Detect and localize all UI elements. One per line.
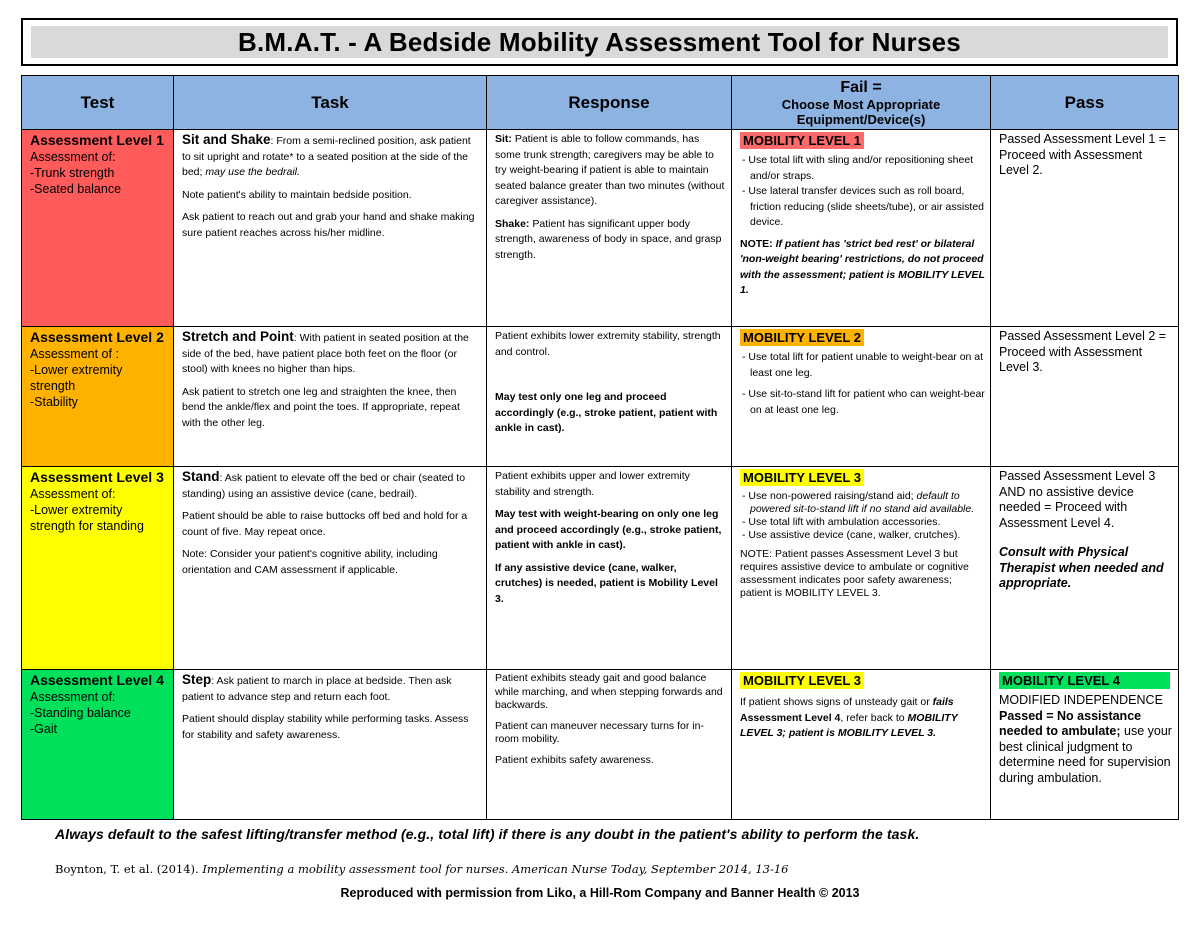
mobility-level-badge: MOBILITY LEVEL 3 xyxy=(740,672,864,689)
fail-list xyxy=(740,490,985,542)
pass-consult: Consult with Physical Therapist when needed and appropriate. xyxy=(999,545,1164,590)
level-label: Assessment Level 3 xyxy=(30,469,164,485)
response-bold: If any assistive device (cane, walker, crutches) is needed, patient is Mobility Level 3. xyxy=(495,561,718,605)
fail-item-italic: default to powered sit-to-stand lift if no stand aid available. xyxy=(750,490,975,515)
fail-text: Assessment Level 4 xyxy=(740,711,841,724)
mobility-level-badge: MOBILITY LEVEL 1 xyxy=(740,132,864,149)
fail-list xyxy=(740,153,985,231)
response-text: Patient exhibits steady gait and good balance while marching, and when stepping forwards and backwards. xyxy=(495,672,723,711)
page-title: B.M.A.T. - A Bedside Mobility Assessment Tool for Nurses xyxy=(238,26,961,57)
test-cell xyxy=(22,670,174,820)
response-cell xyxy=(487,670,732,820)
title-banner xyxy=(31,26,1168,58)
task-heading: Step xyxy=(182,672,212,687)
task-heading: Stretch and Point xyxy=(182,329,294,344)
assessment-of-label: Assessment of: xyxy=(30,690,116,704)
citation-title: Implementing a mobility assessment tool for nurses. American Nurse Today, September 2014, 13-16 xyxy=(202,862,789,876)
header-pass: Pass xyxy=(991,76,1179,130)
level-label: Assessment Level 1 xyxy=(30,132,164,148)
mobility-level-badge: MOBILITY LEVEL 2 xyxy=(740,329,864,346)
table-row xyxy=(22,670,1179,820)
header-test: Test xyxy=(22,76,174,130)
header-row xyxy=(22,76,1179,130)
safety-footnote: Always default to the safest lifting/transfer method (e.g., total lift) if there is any doubt in the patient's ability to perform the task. xyxy=(55,826,920,842)
task-paragraph: Ask patient to stretch one leg and straighten the knee, then bend the ankle/flex and point the toes. If appropriate, repeat with the other leg. xyxy=(182,385,460,429)
fail-text: , refer back to xyxy=(840,711,908,724)
fail-text: fails xyxy=(932,696,954,708)
pass-cell xyxy=(991,130,1179,327)
pass-modified: MODIFIED INDEPENDENCE xyxy=(999,693,1163,707)
response-text: Patient exhibits lower extremity stability, strength and control. xyxy=(495,330,721,358)
assessment-item: -Stability xyxy=(30,395,78,409)
fail-text: If patient shows signs of unsteady gait or xyxy=(740,696,933,708)
fail-item xyxy=(740,490,985,516)
assessment-item: -Standing balance xyxy=(30,706,131,720)
task-paragraph: Ask patient to reach out and grab your hand and shake making sure patient reaches across his/her midline. xyxy=(182,211,475,239)
response-text: Patient exhibits upper and lower extremity stability and strength. xyxy=(495,470,690,498)
task-paragraph: Note patient's ability to maintain bedside position. xyxy=(182,188,412,201)
task-cell xyxy=(174,467,487,670)
task-cell xyxy=(174,327,487,467)
assessment-item: -Gait xyxy=(30,722,58,736)
fail-cell xyxy=(732,467,991,670)
fail-cell xyxy=(732,130,991,327)
note-label: NOTE: xyxy=(740,237,773,250)
reproduced-notice: Reproduced with permission from Liko, a Hill-Rom Company and Banner Health © 2013 xyxy=(340,886,860,900)
task-cell xyxy=(174,670,487,820)
task-heading: Stand xyxy=(182,469,220,484)
pass-cell xyxy=(991,467,1179,670)
pass-text: Passed Assessment Level 1 = Proceed with Assessment Level 2. xyxy=(999,132,1167,177)
task-text-italic: may use the bedrail. xyxy=(205,166,300,178)
response-lead: Sit: xyxy=(495,133,512,145)
table-row xyxy=(22,467,1179,670)
title-box xyxy=(21,18,1178,66)
level-label: Assessment Level 2 xyxy=(30,329,164,345)
note-text: If patient has 'strict bed rest' or bilateral 'non-weight bearing' restrictions, do not proceed with the assessment; patient is MOBILITY LEVEL 1. xyxy=(740,237,985,296)
task-paragraph: Patient should be able to raise buttocks off bed and hold for a count of five. May repeat once. xyxy=(182,510,468,538)
response-text: Patient can maneuver necessary turns for in-room mobility. xyxy=(495,719,704,745)
task-text: : With patient in seated position at the side of the bed, have patient place both feet on the floor (or stool) with knees no higher than hips. xyxy=(182,332,469,375)
response-cell xyxy=(487,327,732,467)
task-text: : Ask patient to march in place at bedside. Then ask patient to advance step and return each foot. xyxy=(182,675,452,703)
fail-item: - Use total lift for patient unable to weight-bear on at least one leg. xyxy=(742,351,984,379)
level-label: Assessment Level 4 xyxy=(30,672,164,688)
pass-bold: Passed = No assistance needed to ambulate; xyxy=(999,708,1142,738)
task-paragraph: Note: Consider your patient's cognitive ability, including orientation and CAM assessment if applicable. xyxy=(182,548,438,576)
task-cell xyxy=(174,130,487,327)
header-fail-subtitle: Choose Most Appropriate Equipment/Device(s) xyxy=(781,96,941,127)
response-text: Patient is able to follow commands, has some trunk strength; caregivers may be able to try weight-bearing if patient is able to maintain seated balance greater than two minutes (without caregiver assistance). xyxy=(495,133,725,207)
task-heading: Sit and Shake xyxy=(182,132,271,147)
response-bold: May test with weight-bearing on only one leg and proceed accordingly (e.g., stroke patient, patient with ankle in cast). xyxy=(495,508,722,551)
response-lead: Shake: xyxy=(495,217,530,230)
fail-text: MOBILITY LEVEL 3; patient is MOBILITY LEVEL 3. xyxy=(740,711,958,739)
assessment-of-label: Assessment of : xyxy=(30,347,119,361)
citation-authors: Boynton, T. et al. (2014). xyxy=(55,862,203,876)
fail-item: - Use lateral transfer devices such as roll board, friction reducing (slide sheets/tube), or air assisted device. xyxy=(742,185,985,228)
note-text: NOTE: Patient passes Assessment Level 3 but requires assistive device to ambulate or cognitive assessment indicates poor safety awareness; patient is MOBILITY LEVEL 3. xyxy=(740,548,969,599)
fail-item: - Use sit-to-stand lift for patient who can weight-bear on at least one leg. xyxy=(742,388,985,416)
fail-item-text: - Use non-powered raising/stand aid; xyxy=(742,490,917,502)
response-cell xyxy=(487,467,732,670)
mobility-level-badge: MOBILITY LEVEL 3 xyxy=(740,469,864,486)
assessment-item: -Lower extremity strength for standing xyxy=(30,503,144,533)
assessment-of-label: Assessment of: xyxy=(30,150,116,164)
fail-cell xyxy=(732,327,991,467)
pass-cell xyxy=(991,670,1179,820)
task-text: : From a semi-reclined position, ask patient to sit upright and rotate* to a seated position at the side of the bed; xyxy=(182,135,471,178)
fail-item: - Use total lift with sling and/or repositioning sheet and/or straps. xyxy=(742,154,974,182)
response-bold: May test only one leg and proceed accordingly (e.g., stroke patient, patient with ankle in cast). xyxy=(495,391,718,434)
task-paragraph: Patient should display stability while performing tasks. Assess for stability and safety awareness. xyxy=(182,713,469,741)
fail-item: - Use assistive device (cane, walker, crutches). xyxy=(742,529,961,541)
response-text: Patient exhibits safety awareness. xyxy=(495,753,654,766)
fail-list xyxy=(740,350,985,418)
mobility-level-badge: MOBILITY LEVEL 4 xyxy=(999,672,1170,689)
assessment-of-label: Assessment of: xyxy=(30,487,116,501)
pass-text: Passed Assessment Level 3 AND no assistive device needed = Proceed with Assessment Level 4. xyxy=(999,469,1156,530)
header-fail-title: Fail = xyxy=(840,78,882,96)
fail-cell xyxy=(732,670,991,820)
test-cell xyxy=(22,130,174,327)
response-cell xyxy=(487,130,732,327)
assessment-item: -Seated balance xyxy=(30,182,122,196)
test-cell xyxy=(22,327,174,467)
assessment-item: -Trunk strength xyxy=(30,166,115,180)
table-row xyxy=(22,130,1179,327)
response-text: Patient has significant upper body strength, awareness of body in space, and grasp strength. xyxy=(495,217,722,261)
pass-cell xyxy=(991,327,1179,467)
pass-text: use your best clinical judgment to determine need for supervision during ambulation. xyxy=(999,724,1172,785)
fail-item: - Use total lift with ambulation accessories. xyxy=(742,516,941,528)
header-task: Task xyxy=(174,76,487,130)
citation xyxy=(55,862,789,876)
header-fail xyxy=(732,76,991,130)
assessment-table xyxy=(21,75,1179,820)
pass-text: Passed Assessment Level 2 = Proceed with Assessment Level 3. xyxy=(999,329,1167,374)
table-row xyxy=(22,327,1179,467)
task-text: : Ask patient to elevate off the bed or chair (seated to standing) using an assistive device (cane, bedrail). xyxy=(182,472,466,500)
assessment-item: -Lower extremity strength xyxy=(30,363,123,393)
test-cell xyxy=(22,467,174,670)
header-response: Response xyxy=(487,76,732,130)
